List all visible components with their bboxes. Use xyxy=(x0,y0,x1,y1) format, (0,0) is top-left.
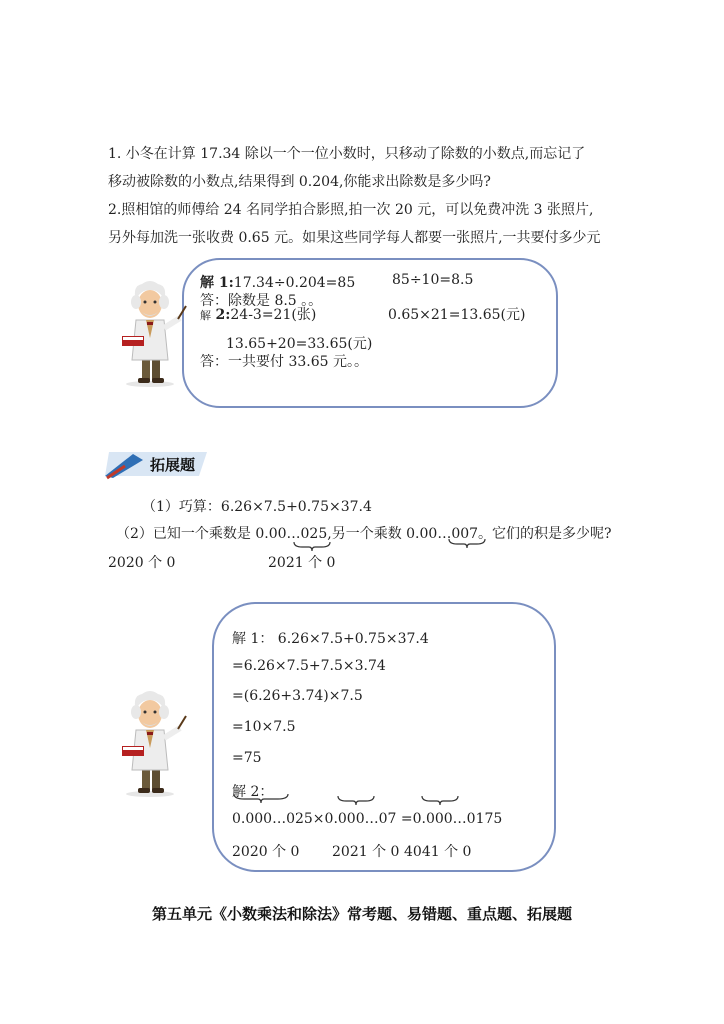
solution-2b-line-6: 解 2： xyxy=(232,784,274,800)
brace-5 xyxy=(420,794,460,806)
brace-1 xyxy=(292,540,332,552)
zero-count-1: 2020 个 0 xyxy=(108,555,176,571)
brace-3 xyxy=(232,792,290,804)
solution-2b-line-7: 0.000…025×0.000…07 =0.000…0175 xyxy=(232,811,503,827)
solution-2b-count-2: 2021 个 0 xyxy=(332,844,400,860)
extension-badge-text: 拓展题 xyxy=(150,456,196,474)
solution-1-calc-1: 17.34÷0.204=85 xyxy=(233,275,356,291)
footer-title: 第五单元《小数乘法和除法》常考题、易错题、重点题、拓展题 xyxy=(151,905,572,923)
extension-problem-2: （2）已知一个乘数是 0.00…025,另一个乘数 0.00…007。它们的积是多少呢? xyxy=(116,526,612,542)
solution-1-label-text: 解 1: xyxy=(200,275,234,291)
solution-1-label xyxy=(200,272,355,292)
extension-problem-1: （1）巧算：6.26×7.5+0.75×37.4 xyxy=(142,499,372,515)
solution-1-calc-2: 85÷10=8.5 xyxy=(392,272,474,288)
zero-count-2: 2021 个 0 xyxy=(268,555,336,571)
teacher-illustration xyxy=(118,278,188,388)
question-1-line-1: 1. 小冬在计算 17.34 除以一个一位小数时，只移动了除数的小数点,而忘记了 xyxy=(108,146,586,162)
solution-2b-count-3: 4041 个 0 xyxy=(404,844,472,860)
solution-2-label xyxy=(200,304,316,324)
solution-2-calc-2: 0.65×21=13.65(元) xyxy=(388,307,526,323)
solution-2b-line-5: =75 xyxy=(232,750,262,766)
solution-2b-line-4: =10×7.5 xyxy=(232,719,296,735)
solution-2b-line-2: =6.26×7.5+7.5×3.74 xyxy=(232,658,386,674)
brace-4 xyxy=(336,794,376,806)
solution-2-label-text: 2: xyxy=(215,307,231,323)
question-1-line-2: 移动被除数的小数点,结果得到 0.204,你能求出除数是多少吗? xyxy=(108,174,491,190)
paintbrush-icon xyxy=(103,448,143,482)
solution-1-answer: 答：除数是 8.5 。。 xyxy=(200,293,323,309)
solution-2b-line-3: =(6.26+3.74)×7.5 xyxy=(232,688,363,704)
question-2-line-1: 2.照相馆的师傅给 24 名同学拍合影照,拍一次 20 元，可以免费冲洗 3 张照片, xyxy=(108,202,594,218)
solution-2b-count-1: 2020 个 0 xyxy=(232,844,300,860)
teacher-illustration-2 xyxy=(118,688,188,798)
solution-2-answer: 答：一共要付 33.65 元。。 xyxy=(200,354,368,370)
solution-2-label-small: 解 xyxy=(200,309,211,322)
brace-2 xyxy=(447,537,487,549)
question-2-line-2: 另外每加洗一张收费 0.65 元。如果这些同学每人都要一张照片,一共要付多少元 xyxy=(108,230,601,246)
solution-2-calc-3: 13.65+20=33.65(元) xyxy=(226,336,373,352)
solution-2-calc-1: 24-3=21(张) xyxy=(230,307,317,323)
solution-2b-line-1: 解 1： 6.26×7.5+0.75×37.4 xyxy=(232,631,429,647)
